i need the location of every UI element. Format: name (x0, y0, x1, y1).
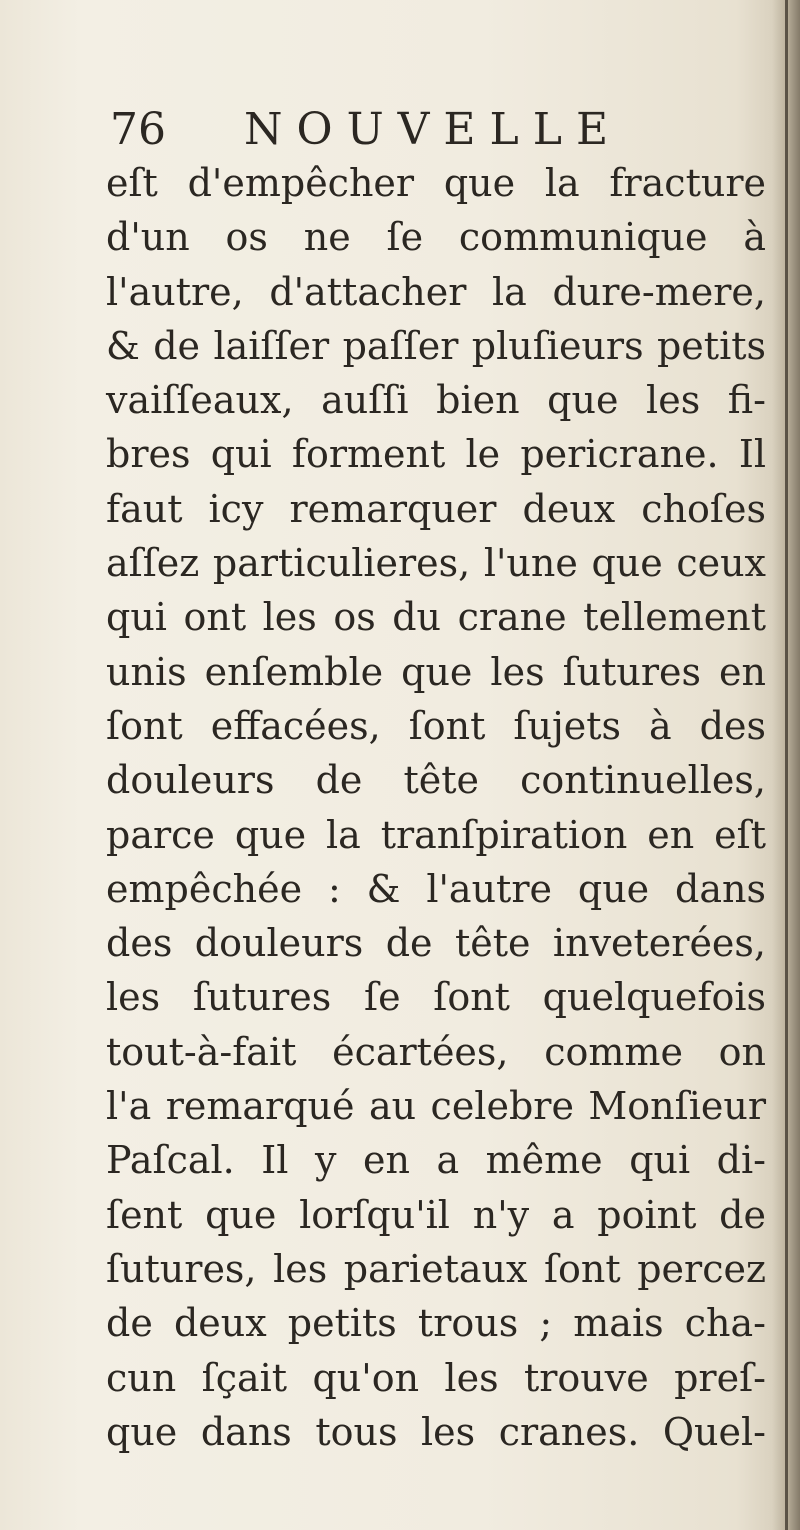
text-line: ſent que lorſqu'il n'y a point de (106, 1192, 766, 1237)
text-line: les ſutures ſe ſont quelquefois (106, 975, 766, 1020)
text-line: & de laiſſer paſſer pluſieurs petits (106, 323, 766, 368)
text-line: parce que la tranſpiration en eſt (106, 812, 766, 857)
text-line: l'a remarqué au celebre Monſieur (106, 1084, 766, 1129)
text-line: eſt d'empêcher que la fracture (106, 161, 766, 205)
page-number: 76 (110, 104, 166, 155)
text-line: tout-à-fait écartées, comme on (106, 1029, 766, 1074)
text-line: ſont effacées, ſont ſujets à des (106, 703, 766, 748)
text-line: faut icy remarquer deux choſes (106, 486, 766, 531)
text-line: ſutures, les parietaux ſont percez (106, 1246, 766, 1291)
page-header (110, 100, 750, 160)
text-line: unis enſemble que les ſutures en (106, 649, 766, 694)
page-edge-line (785, 0, 788, 1530)
body-text (106, 156, 766, 1459)
text-line: cun ſçait qu'on les trouve preſ- (106, 1355, 766, 1400)
text-line: que dans tous les cranes. Quel- (106, 1409, 766, 1454)
text-line: l'autre, d'attacher la dure-mere, (106, 269, 766, 314)
text-line: qui ont les os du crane tellement (106, 595, 766, 640)
text-line: d'un os ne ſe communique à (106, 215, 766, 260)
text-line: aſſez particulieres, l'une que ceux (106, 541, 766, 586)
text-line: empêchée : & l'autre que dans (106, 866, 766, 911)
running-head: NOUVELLE (244, 104, 623, 155)
text-line: des douleurs de tête inveterées, (106, 921, 766, 966)
text-line: de deux petits trous ; mais cha- (106, 1301, 766, 1346)
text-line: Paſcal. Il y en a même qui di- (106, 1138, 766, 1183)
text-line: douleurs de tête continuelles, (106, 758, 766, 803)
text-line: vaiſſeaux, auſſi bien que les fi- (106, 378, 766, 423)
text-line: bres qui forment le pericrane. Il (106, 432, 766, 477)
